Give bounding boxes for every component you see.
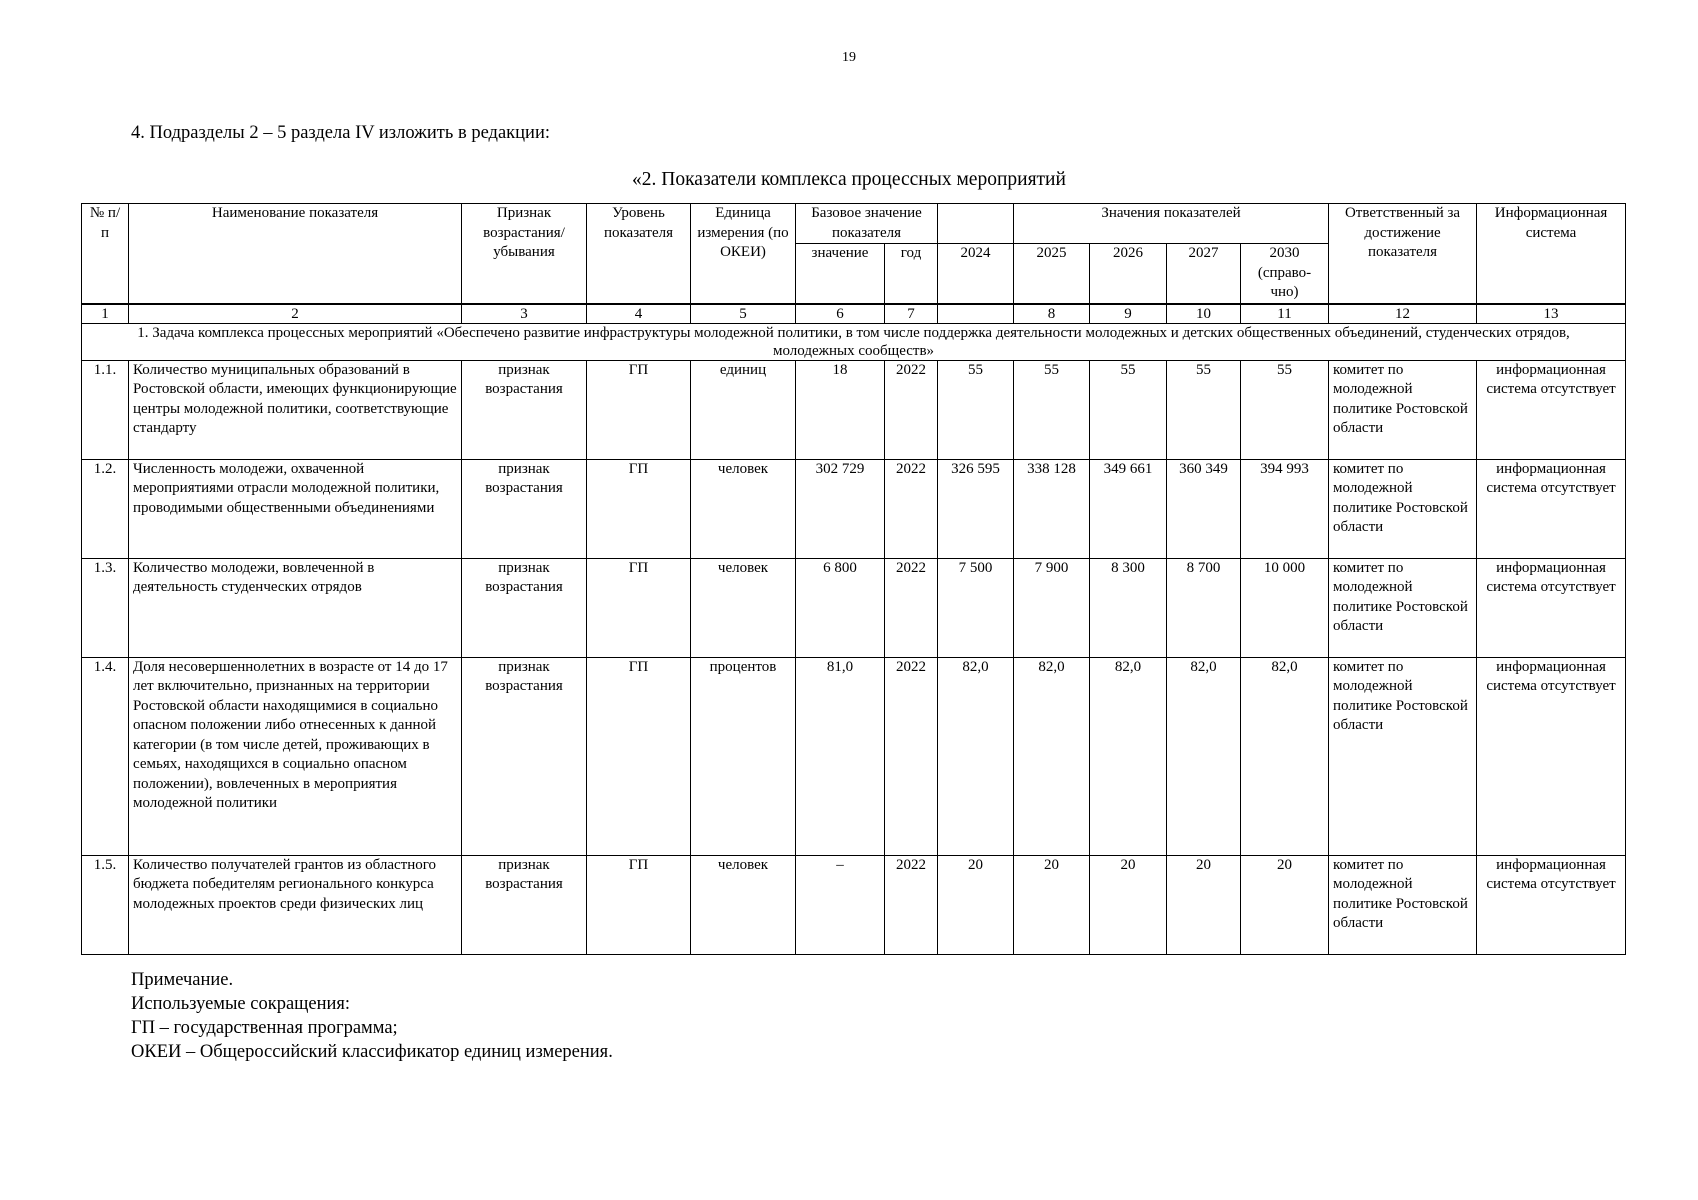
header-responsible: Ответственный за достижение показателя xyxy=(1329,204,1477,304)
page-number: 19 xyxy=(842,50,856,65)
header-info-system: Информационная система xyxy=(1477,204,1626,304)
value-2025: 338 128 xyxy=(1014,459,1090,558)
header-row-1 xyxy=(82,204,1626,244)
info-system: информационная система отсутствует xyxy=(1477,459,1626,558)
header-base-year: год xyxy=(885,244,938,304)
info-system: информационная система отсутствует xyxy=(1477,360,1626,459)
indicator-unit: единиц xyxy=(691,360,796,459)
column-number xyxy=(938,304,1014,324)
column-number: 8 xyxy=(1014,304,1090,324)
row-num: 1.5. xyxy=(82,855,129,954)
base-year: 2022 xyxy=(885,459,938,558)
responsible: комитет по молодежной политике Ростовской области xyxy=(1329,657,1477,855)
indicators-table xyxy=(81,203,1626,955)
note-line: ОКЕИ – Общероссийский классификатор единиц измерения. xyxy=(131,1042,613,1062)
header-2027: 2027 xyxy=(1167,244,1241,304)
column-number: 13 xyxy=(1477,304,1626,324)
responsible: комитет по молодежной политике Ростовской области xyxy=(1329,360,1477,459)
note-line: ГП – государственная программа; xyxy=(131,1018,398,1038)
header-base-value: значение xyxy=(796,244,885,304)
row-num: 1.2. xyxy=(82,459,129,558)
column-number: 4 xyxy=(587,304,691,324)
base-year: 2022 xyxy=(885,855,938,954)
value-2030: 82,0 xyxy=(1241,657,1329,855)
indicator-sign: признак возрастания xyxy=(462,459,587,558)
value-2030: 394 993 xyxy=(1241,459,1329,558)
responsible: комитет по молодежной политике Ростовской области xyxy=(1329,459,1477,558)
responsible: комитет по молодежной политике Ростовской области xyxy=(1329,558,1477,657)
value-2030: 20 xyxy=(1241,855,1329,954)
note-line: Примечание. xyxy=(131,970,234,990)
base-value: 18 xyxy=(796,360,885,459)
info-system: информационная система отсутствует xyxy=(1477,855,1626,954)
indicator-sign: признак возрастания xyxy=(462,855,587,954)
value-2025: 82,0 xyxy=(1014,657,1090,855)
header-2030: 2030 (справо- чно) xyxy=(1241,244,1329,304)
indicator-sign: признак возрастания xyxy=(462,657,587,855)
indicator-unit: человек xyxy=(691,459,796,558)
column-numbers-row xyxy=(82,304,1626,324)
responsible: комитет по молодежной политике Ростовской области xyxy=(1329,855,1477,954)
column-number: 9 xyxy=(1090,304,1167,324)
indicator-unit: человек xyxy=(691,558,796,657)
table-row xyxy=(82,657,1626,855)
header-2024: 2024 xyxy=(938,244,1014,304)
value-2027: 360 349 xyxy=(1167,459,1241,558)
intro-paragraph: 4. Подразделы 2 – 5 раздела IV изложить в редакции: xyxy=(131,123,550,143)
base-year: 2022 xyxy=(885,558,938,657)
indicator-level: ГП xyxy=(587,558,691,657)
value-2027: 8 700 xyxy=(1167,558,1241,657)
header-2026: 2026 xyxy=(1090,244,1167,304)
task-heading: 1. Задача комплекса процессных мероприятий «Обеспечено развитие инфраструктуры молодежной политики, в том числе поддержка деятельности молодежных и детских общественных объединений, студенческих отрядов, молодежных сообществ» xyxy=(82,323,1626,360)
table-row xyxy=(82,360,1626,459)
row-num: 1.4. xyxy=(82,657,129,855)
base-value: – xyxy=(796,855,885,954)
value-2027: 55 xyxy=(1167,360,1241,459)
indicator-level: ГП xyxy=(587,459,691,558)
value-2026: 82,0 xyxy=(1090,657,1167,855)
indicator-name: Количество получателей грантов из областного бюджета победителям регионального конкурса молодежных проектов среди физических лиц xyxy=(129,855,462,954)
table-title: «2. Показатели комплекса процессных мероприятий xyxy=(632,169,1066,190)
header-base: Базовое значение показателя xyxy=(796,204,938,244)
column-number: 5 xyxy=(691,304,796,324)
value-2025: 7 900 xyxy=(1014,558,1090,657)
table-row xyxy=(82,459,1626,558)
indicator-sign: признак возрастания xyxy=(462,558,587,657)
value-2026: 20 xyxy=(1090,855,1167,954)
header-level: Уровень показателя xyxy=(587,204,691,304)
value-2030: 10 000 xyxy=(1241,558,1329,657)
column-number: 2 xyxy=(129,304,462,324)
row-num: 1.3. xyxy=(82,558,129,657)
indicator-level: ГП xyxy=(587,360,691,459)
value-2024: 82,0 xyxy=(938,657,1014,855)
indicator-unit: человек xyxy=(691,855,796,954)
info-system: информационная система отсутствует xyxy=(1477,657,1626,855)
indicator-name: Количество молодежи, вовлеченной в деятельность студенческих отрядов xyxy=(129,558,462,657)
base-year: 2022 xyxy=(885,657,938,855)
base-value: 6 800 xyxy=(796,558,885,657)
column-number: 6 xyxy=(796,304,885,324)
value-2027: 82,0 xyxy=(1167,657,1241,855)
value-2026: 349 661 xyxy=(1090,459,1167,558)
base-value: 81,0 xyxy=(796,657,885,855)
indicator-sign: признак возрастания xyxy=(462,360,587,459)
task-row xyxy=(82,323,1626,360)
table-row xyxy=(82,855,1626,954)
indicator-level: ГП xyxy=(587,657,691,855)
value-2025: 20 xyxy=(1014,855,1090,954)
indicator-level: ГП xyxy=(587,855,691,954)
indicator-unit: процентов xyxy=(691,657,796,855)
value-2024: 326 595 xyxy=(938,459,1014,558)
value-2030: 55 xyxy=(1241,360,1329,459)
column-number: 7 xyxy=(885,304,938,324)
value-2027: 20 xyxy=(1167,855,1241,954)
row-num: 1.1. xyxy=(82,360,129,459)
value-2024: 20 xyxy=(938,855,1014,954)
value-2024: 55 xyxy=(938,360,1014,459)
base-year: 2022 xyxy=(885,360,938,459)
table-row xyxy=(82,558,1626,657)
column-number: 11 xyxy=(1241,304,1329,324)
header-2025: 2025 xyxy=(1014,244,1090,304)
base-value: 302 729 xyxy=(796,459,885,558)
value-2024: 7 500 xyxy=(938,558,1014,657)
column-number: 1 xyxy=(82,304,129,324)
header-unit: Единица измерения (по ОКЕИ) xyxy=(691,204,796,304)
header-name: Наименование показателя xyxy=(129,204,462,304)
value-2025: 55 xyxy=(1014,360,1090,459)
header-values: Значения показателей xyxy=(1014,204,1329,244)
value-2026: 55 xyxy=(1090,360,1167,459)
column-number: 12 xyxy=(1329,304,1477,324)
header-empty xyxy=(938,204,1014,244)
indicator-name: Доля несовершеннолетних в возрасте от 14 до 17 лет включительно, признанных на территории Ростовской области находящимися в социально опасном положении либо отнесенных к данной категории (в том числе детей, проживающих в семьях, находящихся в социально опасном положении), вовлеченных в мероприятия молодежной политики xyxy=(129,657,462,855)
info-system: информационная система отсутствует xyxy=(1477,558,1626,657)
indicator-name: Количество муниципальных образований в Ростовской области, имеющих функционирующие центры молодежной политики, соответствующие стандарту xyxy=(129,360,462,459)
column-number: 10 xyxy=(1167,304,1241,324)
header-num: № п/п xyxy=(82,204,129,304)
header-sign: Признак возрастания/ убывания xyxy=(462,204,587,304)
column-number: 3 xyxy=(462,304,587,324)
indicator-name: Численность молодежи, охваченной мероприятиями отрасли молодежной политики, проводимыми общественными объединениями xyxy=(129,459,462,558)
note-line: Используемые сокращения: xyxy=(131,994,351,1014)
value-2026: 8 300 xyxy=(1090,558,1167,657)
notes-block xyxy=(131,968,613,1064)
